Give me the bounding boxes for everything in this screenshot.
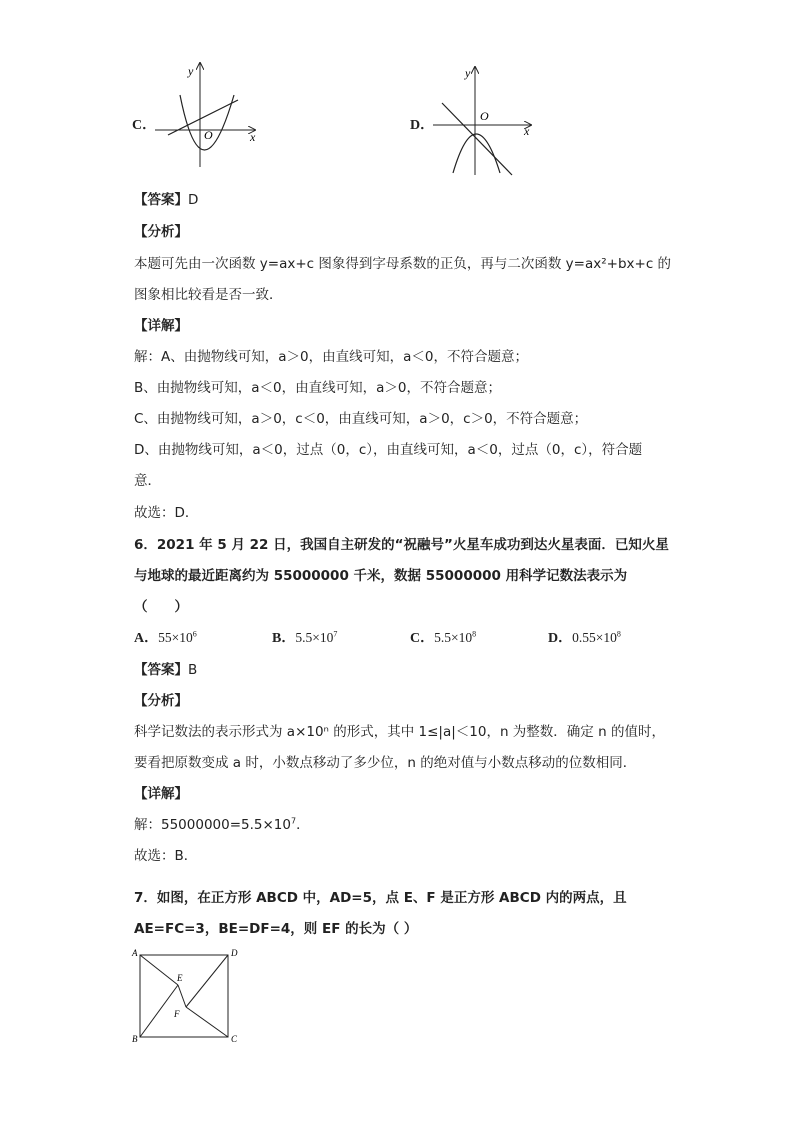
q6-stem-line1: 6．2021 年 5 月 22 日，我国自主研发的“祝融号”火星车成功到达火星表面．已知火星 — [134, 537, 669, 553]
option-d-label: D． — [410, 118, 435, 133]
option-mantissa: 5.5×10 — [295, 630, 334, 645]
graph-d-origin-label: O — [480, 109, 489, 123]
answer-value: D — [188, 192, 199, 208]
option-exp: 8 — [616, 629, 621, 639]
option-c-label: C． — [132, 118, 157, 133]
option-mantissa: 5.5×10 — [434, 630, 473, 645]
segment-be — [140, 985, 178, 1037]
q7-square-figure — [128, 945, 238, 1050]
vertex-b-label: B — [132, 1034, 138, 1044]
q6-stem-line2: 与地球的最近距离约为 55000000 千米，数据 55000000 用科学记数法表示为 — [134, 568, 628, 584]
answer-tag: 【答案】 — [134, 662, 188, 678]
option-label: A． — [134, 631, 159, 646]
detail-end: ． — [296, 817, 310, 833]
q5-detail-line: D、由抛物线可知，a＜0，过点（0，c），由直线可知，a＜0，过点（0，c），符合题 — [134, 442, 643, 458]
q5-analysis-tag: 【分析】 — [134, 224, 188, 240]
answer-tag: 【答案】 — [134, 192, 188, 208]
q6-answer — [134, 660, 197, 680]
q5-detail-line: 解：A、由抛物线可知，a＞0，由直线可知，a＜0，不符合题意； — [134, 349, 528, 365]
option-label: C． — [410, 631, 435, 646]
q6-option-a[interactable] — [134, 628, 197, 649]
q7-stem-line1: 7．如图，在正方形 ABCD 中，AD=5，点 E、F 是正方形 ABCD 内的两点，且 — [134, 890, 627, 906]
q6-analysis-line1: 科学记数法的表示形式为 a×10ⁿ 的形式，其中 1≤|a|＜10，n 为整数．确定 n 的值时， — [134, 724, 665, 740]
option-label: D． — [548, 631, 573, 646]
q5-answer — [134, 190, 198, 210]
option-mantissa: 55×10 — [158, 630, 193, 645]
q6-option-b[interactable] — [272, 628, 337, 649]
graph-c-x-label: x — [250, 130, 256, 144]
graph-c — [150, 55, 270, 175]
q6-detail-line — [134, 815, 310, 835]
segment-ae — [140, 955, 178, 985]
vertex-d-label: D — [231, 948, 238, 958]
q6-analysis-line2: 要看把原数变成 a 时，小数点移动了多少位，n 的绝对值与小数点移动的位数相同． — [134, 755, 637, 771]
graph-d-x-label: x — [524, 124, 530, 138]
q5-detail-line: C、由抛物线可知，a＞0，c＜0，由直线可知，a＞0，c＞0，不符合题意； — [134, 411, 588, 427]
segment-ef — [178, 985, 186, 1007]
q5-conclusion: 故选：D． — [134, 505, 199, 521]
q6-detail-tag: 【详解】 — [134, 786, 188, 802]
graph-c-y-label: y — [188, 64, 194, 78]
option-exp: 6 — [192, 629, 197, 639]
graph-d-y-label: y — [465, 66, 471, 80]
segment-cf — [186, 1007, 228, 1037]
option-exp: 7 — [333, 629, 338, 639]
q5-detail-tag: 【详解】 — [134, 318, 188, 334]
square-abcd — [140, 955, 228, 1037]
option-mantissa: 0.55×10 — [572, 630, 617, 645]
detail-exp: 7 — [290, 816, 297, 826]
q7-stem-line2: AE=FC=3，BE=DF=4，则 EF 的长为（ ） — [134, 921, 418, 937]
option-label: B． — [272, 631, 296, 646]
answer-value: B — [188, 662, 198, 678]
option-exp: 8 — [472, 629, 477, 639]
q6-bracket: （ ） — [134, 599, 188, 615]
segment-df — [186, 955, 228, 1007]
point-f-label: F — [174, 1009, 180, 1019]
q6-option-d[interactable] — [548, 628, 621, 649]
q6-option-c[interactable] — [410, 628, 476, 649]
graph-c-origin-label: O — [204, 128, 213, 142]
detail-main: 解：55000000=5.5×10 — [134, 817, 291, 833]
point-e-label: E — [177, 973, 183, 983]
vertex-c-label: C — [231, 1034, 238, 1044]
graph-d-line — [442, 103, 512, 175]
q5-detail-line: 意． — [134, 473, 161, 489]
graph-d-parabola — [453, 134, 500, 173]
graph-d — [428, 55, 548, 180]
q5-analysis-line2: 图象相比较看是否一致． — [134, 287, 283, 303]
vertex-a-label: A — [132, 948, 138, 958]
q5-analysis-line1: 本题可先由一次函数 y=ax+c 图象得到字母系数的正负，再与二次函数 y=ax²+bx+c 的 — [134, 256, 672, 272]
q6-conclusion: 故选：B． — [134, 848, 198, 864]
q6-analysis-tag: 【分析】 — [134, 693, 188, 709]
q5-detail-line: B、由抛物线可知，a＜0，由直线可知，a＞0，不符合题意； — [134, 380, 501, 396]
